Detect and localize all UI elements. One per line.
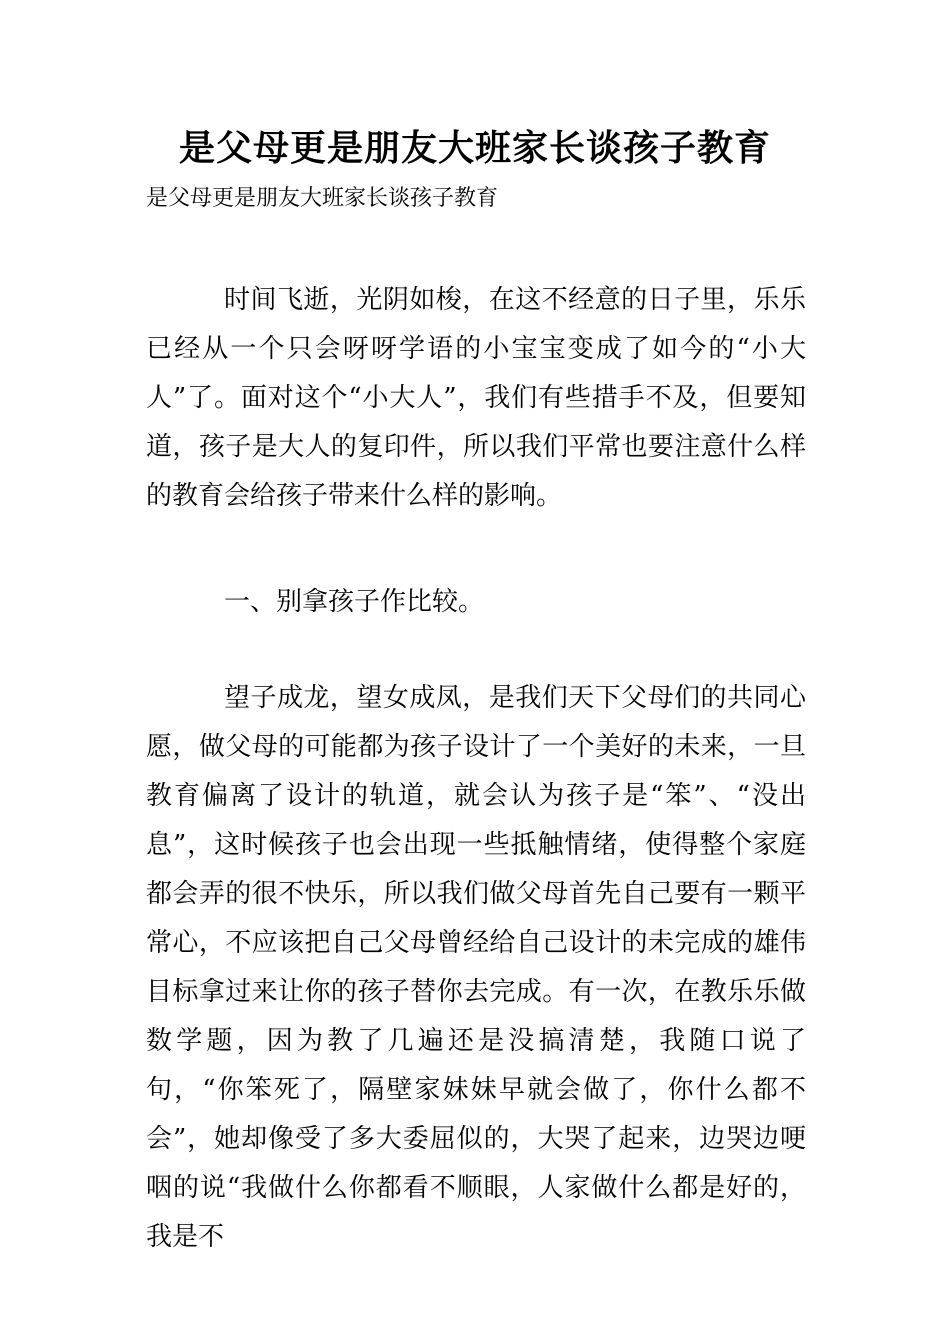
document-title: 是父母更是朋友大班家长谈孩子教育 (178, 128, 771, 169)
paragraph-intro: 时间飞逝，光阴如梭，在这不经意的日子里，乐乐已经从一个只会呀呀学语的小宝宝变成了如今的“小大人”了。面对这个“小大人”，我们有些措手不及，但要知道，孩子是大人的复印件，所以我们平常也要注意什么样的教育会给孩子带来什么样的影响。 (146, 285, 806, 511)
paragraph-body: 望子成龙，望女成凤，是我们天下父母们的共同心愿，做父母的可能都为孩子设计了一个美好的未来，一旦教育偏离了设计的轨道，就会认为孩子是“笨”、“没出息”，这时候孩子也会出现一些抵触情绪，使得整个家庭都会弄的很不快乐，所以我们做父母首先自己要有一颗平常心，不应该把自己父母曾经给自己设计的未完成的雄伟目标拿过来让你的孩子替你去完成。有一次，在教乐乐做数学题，因为教了几遍还是没搞清楚，我随口说了句，“你笨死了，隔壁家妹妹早就会做了，你什么都不会”，她却像受了多大委屈似的，大哭了起来，边哭边哽咽的说“我做什么你都看不顺眼，人家做什么都是好的，我是不 (146, 683, 806, 1252)
section-heading: 一、别拿孩子作比较。 (224, 587, 485, 617)
document-subtitle: 是父母更是朋友大班家长谈孩子教育 (146, 186, 499, 211)
